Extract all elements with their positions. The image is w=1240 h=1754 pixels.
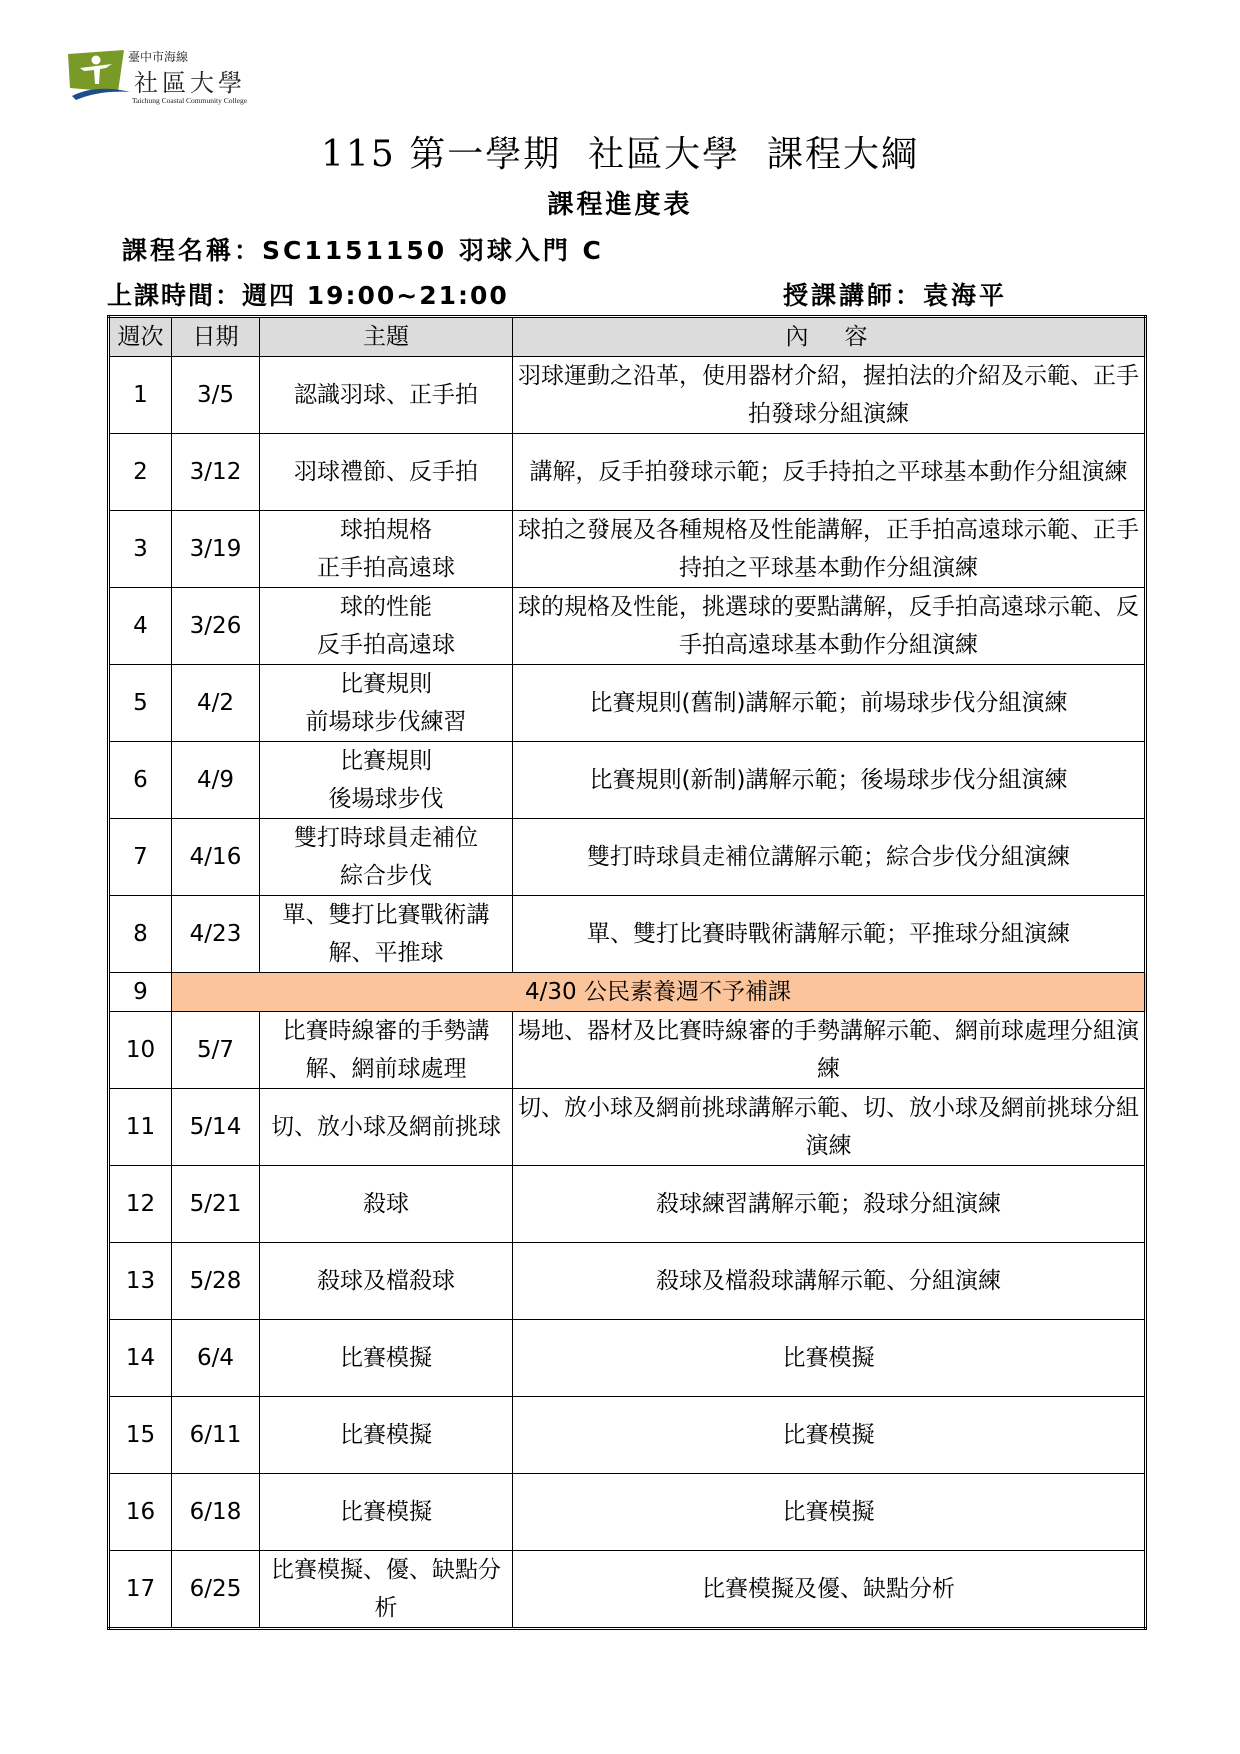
logo-english-text: Taichung Coastal Community College: [132, 96, 248, 105]
table-row: [109, 1474, 1146, 1551]
content-cell: 切、放小球及網前挑球講解示範、切、放小球及網前挑球分組演練: [513, 1089, 1146, 1166]
topic-cell: 單、雙打比賽戰術講解、平推球: [260, 896, 513, 973]
week-cell: 16: [109, 1474, 172, 1551]
table-row: [109, 434, 1146, 511]
topic-cell: 比賽模擬: [260, 1397, 513, 1474]
class-time: 上課時間：週四 19:00~21:00: [107, 281, 509, 310]
content-cell: 比賽規則(新制)講解示範；後場球步伐分組演練: [513, 742, 1146, 819]
date-cell: 6/18: [172, 1474, 260, 1551]
table-row: [109, 1320, 1146, 1397]
table-row: [109, 511, 1146, 588]
week-cell: 4: [109, 588, 172, 665]
topic-cell: 切、放小球及網前挑球: [260, 1089, 513, 1166]
table-row: [109, 1551, 1146, 1629]
week-cell: 14: [109, 1320, 172, 1397]
content-cell: 比賽模擬: [513, 1320, 1146, 1397]
content-cell: 單、雙打比賽時戰術講解示範；平推球分組演練: [513, 896, 1146, 973]
topic-cell: 比賽模擬: [260, 1320, 513, 1397]
content-cell: 比賽模擬: [513, 1397, 1146, 1474]
date-cell: 4/16: [172, 819, 260, 896]
content-cell: 球拍之發展及各種規格及性能講解，正手拍高遠球示範、正手持拍之平球基本動作分組演練: [513, 511, 1146, 588]
topic-cell: 認識羽球、正手拍: [260, 357, 513, 434]
college-logo-icon: [66, 46, 132, 104]
week-cell: 5: [109, 665, 172, 742]
college-logo: [66, 44, 276, 108]
date-cell: 5/21: [172, 1166, 260, 1243]
col-header-date: 日期: [172, 317, 260, 357]
content-cell: 雙打時球員走補位講解示範；綜合步伐分組演練: [513, 819, 1146, 896]
week-cell: 6: [109, 742, 172, 819]
content-cell: 球的規格及性能，挑選球的要點講解，反手拍高遠球示範、反手拍高遠球基本動作分組演練: [513, 588, 1146, 665]
week-cell: 7: [109, 819, 172, 896]
col-header-content: 內容: [513, 317, 1146, 357]
date-cell: 6/11: [172, 1397, 260, 1474]
date-cell: 6/4: [172, 1320, 260, 1397]
topic-cell: 殺球: [260, 1166, 513, 1243]
content-cell: 殺球及檔殺球講解示範、分組演練: [513, 1243, 1146, 1320]
table-row: [109, 588, 1146, 665]
holiday-row: [109, 973, 1146, 1012]
content-cell: 場地、器材及比賽時線審的手勢講解示範、網前球處理分組演練: [513, 1012, 1146, 1089]
table-row: [109, 357, 1146, 434]
week-cell: 12: [109, 1166, 172, 1243]
col-header-topic: 主題: [260, 317, 513, 357]
topic-cell: 比賽模擬、優、缺點分析: [260, 1551, 513, 1629]
table-row: [109, 1243, 1146, 1320]
holiday-notice: 4/30 公民素養週不予補課: [172, 973, 1146, 1012]
topic-cell: 比賽模擬: [260, 1474, 513, 1551]
week-cell: 13: [109, 1243, 172, 1320]
topic-cell: 球拍規格 正手拍高遠球: [260, 511, 513, 588]
week-cell: 3: [109, 511, 172, 588]
course-name: 課程名稱：SC1151150 羽球入門 C: [122, 236, 604, 265]
topic-cell: 殺球及檔殺球: [260, 1243, 513, 1320]
table-row: [109, 896, 1146, 973]
content-cell: 比賽模擬及優、缺點分析: [513, 1551, 1146, 1629]
content-cell: 羽球運動之沿革，使用器材介紹，握拍法的介紹及示範、正手拍發球分組演練: [513, 357, 1146, 434]
week-cell: 10: [109, 1012, 172, 1089]
date-cell: 3/5: [172, 357, 260, 434]
date-cell: 5/14: [172, 1089, 260, 1166]
col-header-week: 週次: [109, 317, 172, 357]
topic-cell: 雙打時球員走補位 綜合步伐: [260, 819, 513, 896]
date-cell: 4/23: [172, 896, 260, 973]
page-subtitle: 課程進度表: [547, 190, 693, 220]
date-cell: 3/12: [172, 434, 260, 511]
date-cell: 6/25: [172, 1551, 260, 1629]
week-cell: 9: [109, 973, 172, 1012]
logo-city-text: 臺中市海線: [128, 50, 189, 64]
content-cell: 比賽規則(舊制)講解示範；前場球步伐分組演練: [513, 665, 1146, 742]
week-cell: 15: [109, 1397, 172, 1474]
topic-cell: 比賽規則 前場球步伐練習: [260, 665, 513, 742]
schedule-table: [107, 315, 1147, 1630]
table-row: [109, 1012, 1146, 1089]
week-cell: 17: [109, 1551, 172, 1629]
topic-cell: 球的性能 反手拍高遠球: [260, 588, 513, 665]
instructor: 授課講師：袁海平: [783, 281, 1008, 310]
table-row: [109, 742, 1146, 819]
date-cell: 3/26: [172, 588, 260, 665]
table-row: [109, 819, 1146, 896]
week-cell: 1: [109, 357, 172, 434]
content-cell: 講解，反手拍發球示範；反手持拍之平球基本動作分組演練: [513, 434, 1146, 511]
date-cell: 5/7: [172, 1012, 260, 1089]
table-row: [109, 1089, 1146, 1166]
topic-cell: 羽球禮節、反手拍: [260, 434, 513, 511]
week-cell: 8: [109, 896, 172, 973]
topic-cell: 比賽時線審的手勢講解、網前球處理: [260, 1012, 513, 1089]
table-row: [109, 1166, 1146, 1243]
date-cell: 3/19: [172, 511, 260, 588]
table-row: [109, 1397, 1146, 1474]
content-cell: 殺球練習講解示範；殺球分組演練: [513, 1166, 1146, 1243]
page-title: 115 第一學期 社區大學 課程大綱: [321, 134, 919, 175]
week-cell: 11: [109, 1089, 172, 1166]
topic-cell: 比賽規則 後場球步伐: [260, 742, 513, 819]
date-cell: 5/28: [172, 1243, 260, 1320]
week-cell: 2: [109, 434, 172, 511]
content-cell: 比賽模擬: [513, 1474, 1146, 1551]
table-header-row: [109, 317, 1146, 357]
table-row: [109, 665, 1146, 742]
date-cell: 4/2: [172, 665, 260, 742]
logo-name-text: 社區大學: [134, 69, 246, 97]
date-cell: 4/9: [172, 742, 260, 819]
